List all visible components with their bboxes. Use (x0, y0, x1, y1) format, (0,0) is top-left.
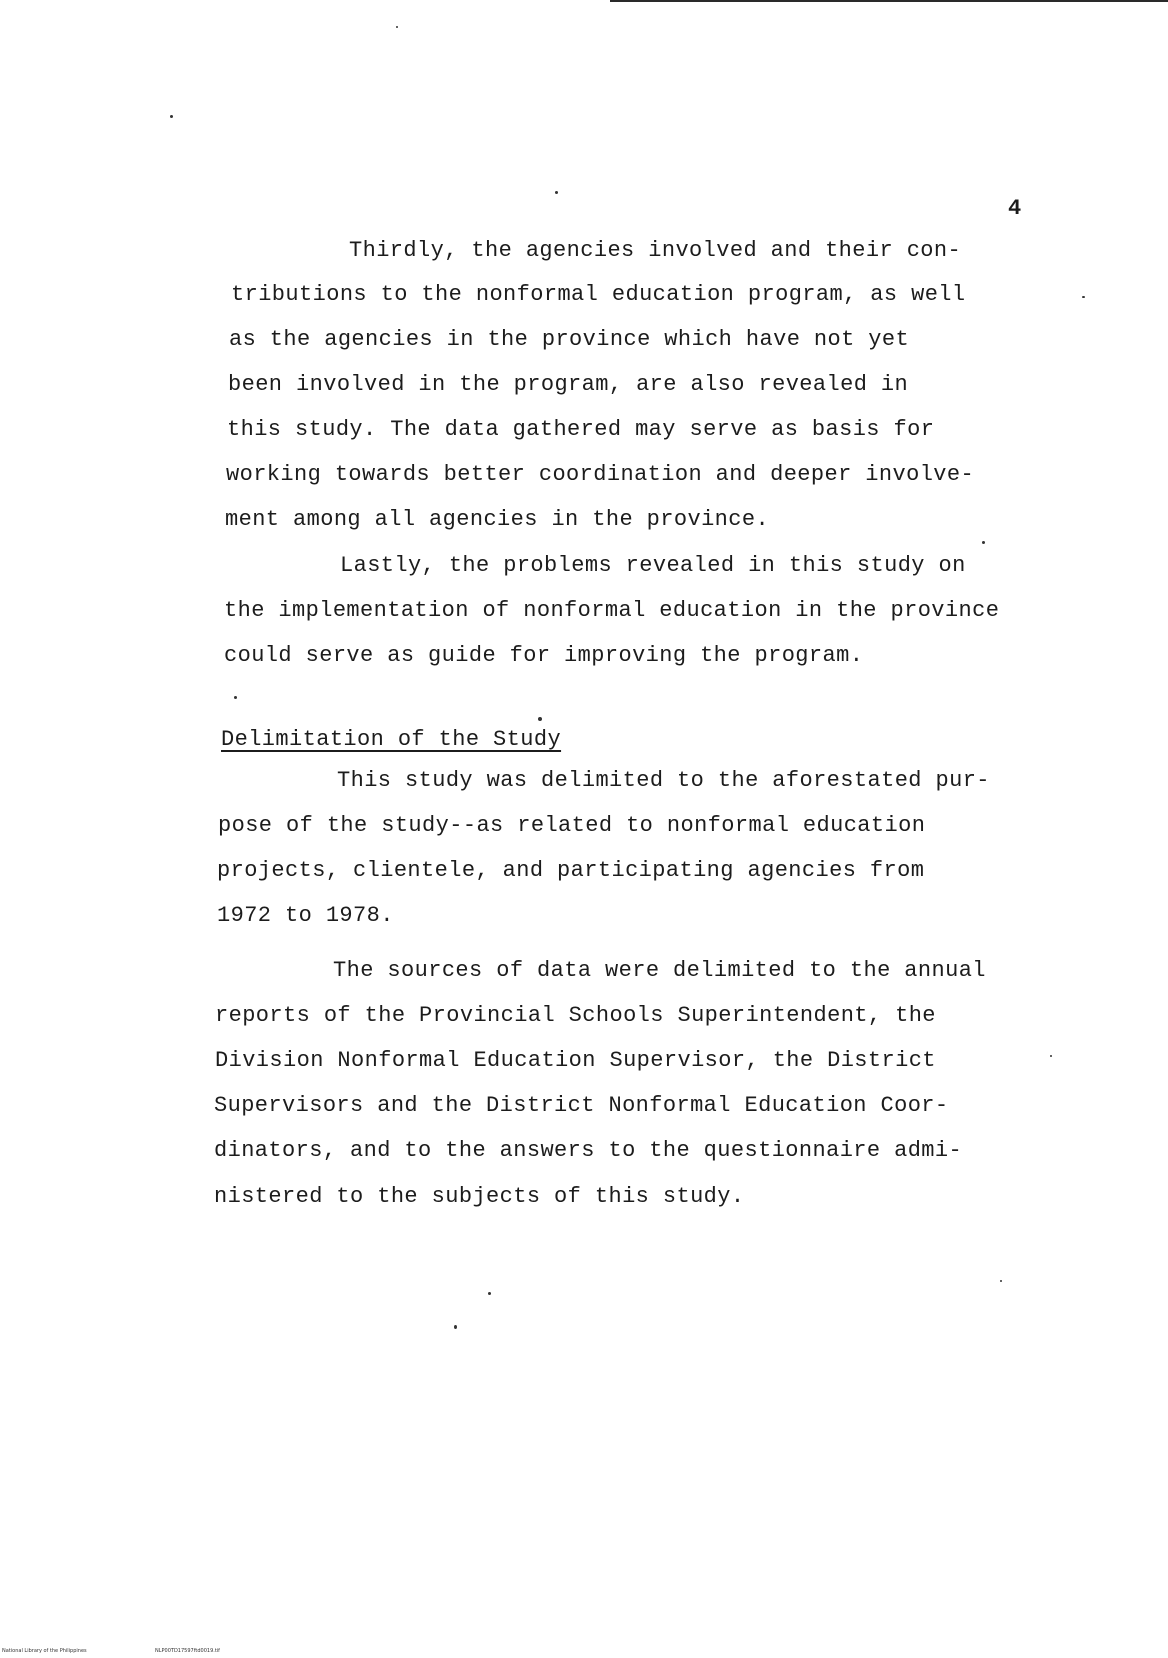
paragraph-3-line: 1972 to 1978. (217, 903, 394, 928)
paragraph-2-line: the implementation of nonformal education in the province (224, 598, 1000, 623)
footer-library: National Library of the Philippines (2, 1648, 87, 1654)
paragraph-1-line: tributions to the nonformal education program, as well (231, 282, 966, 307)
scan-speck (234, 696, 237, 699)
scan-speck (454, 1325, 457, 1329)
paragraph-3-line: pose of the study--as related to nonformal education (218, 813, 926, 838)
paragraph-1-line: as the agencies in the province which have not yet (229, 327, 910, 352)
paragraph-1-line: been involved in the program, are also revealed in (228, 372, 909, 397)
paragraph-1-line: this study. The data gathered may serve as basis for (227, 417, 935, 442)
scan-speck (555, 191, 558, 194)
footer-file-id: NLP00TD17597ftd0019.tif (155, 1648, 220, 1654)
scan-speck (170, 115, 173, 118)
paragraph-3-line: This study was delimited to the aforestated pur- (337, 768, 990, 793)
scan-top-rule (610, 0, 1168, 2)
paragraph-1-line: working towards better coordination and deeper involve- (226, 462, 975, 487)
scan-speck (488, 1292, 491, 1295)
paragraph-4-line: dinators, and to the answers to the questionnaire admi- (214, 1138, 963, 1163)
scan-speck (1050, 1055, 1052, 1057)
section-heading: Delimitation of the Study (221, 727, 562, 752)
paragraph-4-line: The sources of data were delimited to the annual (333, 958, 986, 983)
scan-speck (982, 541, 985, 544)
paragraph-1-line: ment among all agencies in the province. (225, 507, 770, 532)
scan-speck (538, 717, 542, 721)
paragraph-3-line: projects, clientele, and participating agencies from (217, 858, 925, 883)
paragraph-2-line: could serve as guide for improving the program. (224, 643, 864, 668)
page-number: 4 (1008, 196, 1022, 221)
paragraph-4-line: Division Nonformal Education Supervisor, the District (215, 1048, 936, 1073)
paragraph-4-line: Supervisors and the District Nonformal Education Coor- (214, 1093, 949, 1118)
paragraph-2-line: Lastly, the problems revealed in this study on (340, 553, 966, 578)
scan-speck (1000, 1280, 1002, 1282)
paragraph-4-line: reports of the Provincial Schools Superintendent, the (215, 1003, 936, 1028)
paragraph-1-line: Thirdly, the agencies involved and their con- (349, 238, 962, 263)
paragraph-4-line: nistered to the subjects of this study. (214, 1184, 745, 1209)
scan-speck (396, 26, 398, 28)
scan-speck (1082, 296, 1085, 298)
